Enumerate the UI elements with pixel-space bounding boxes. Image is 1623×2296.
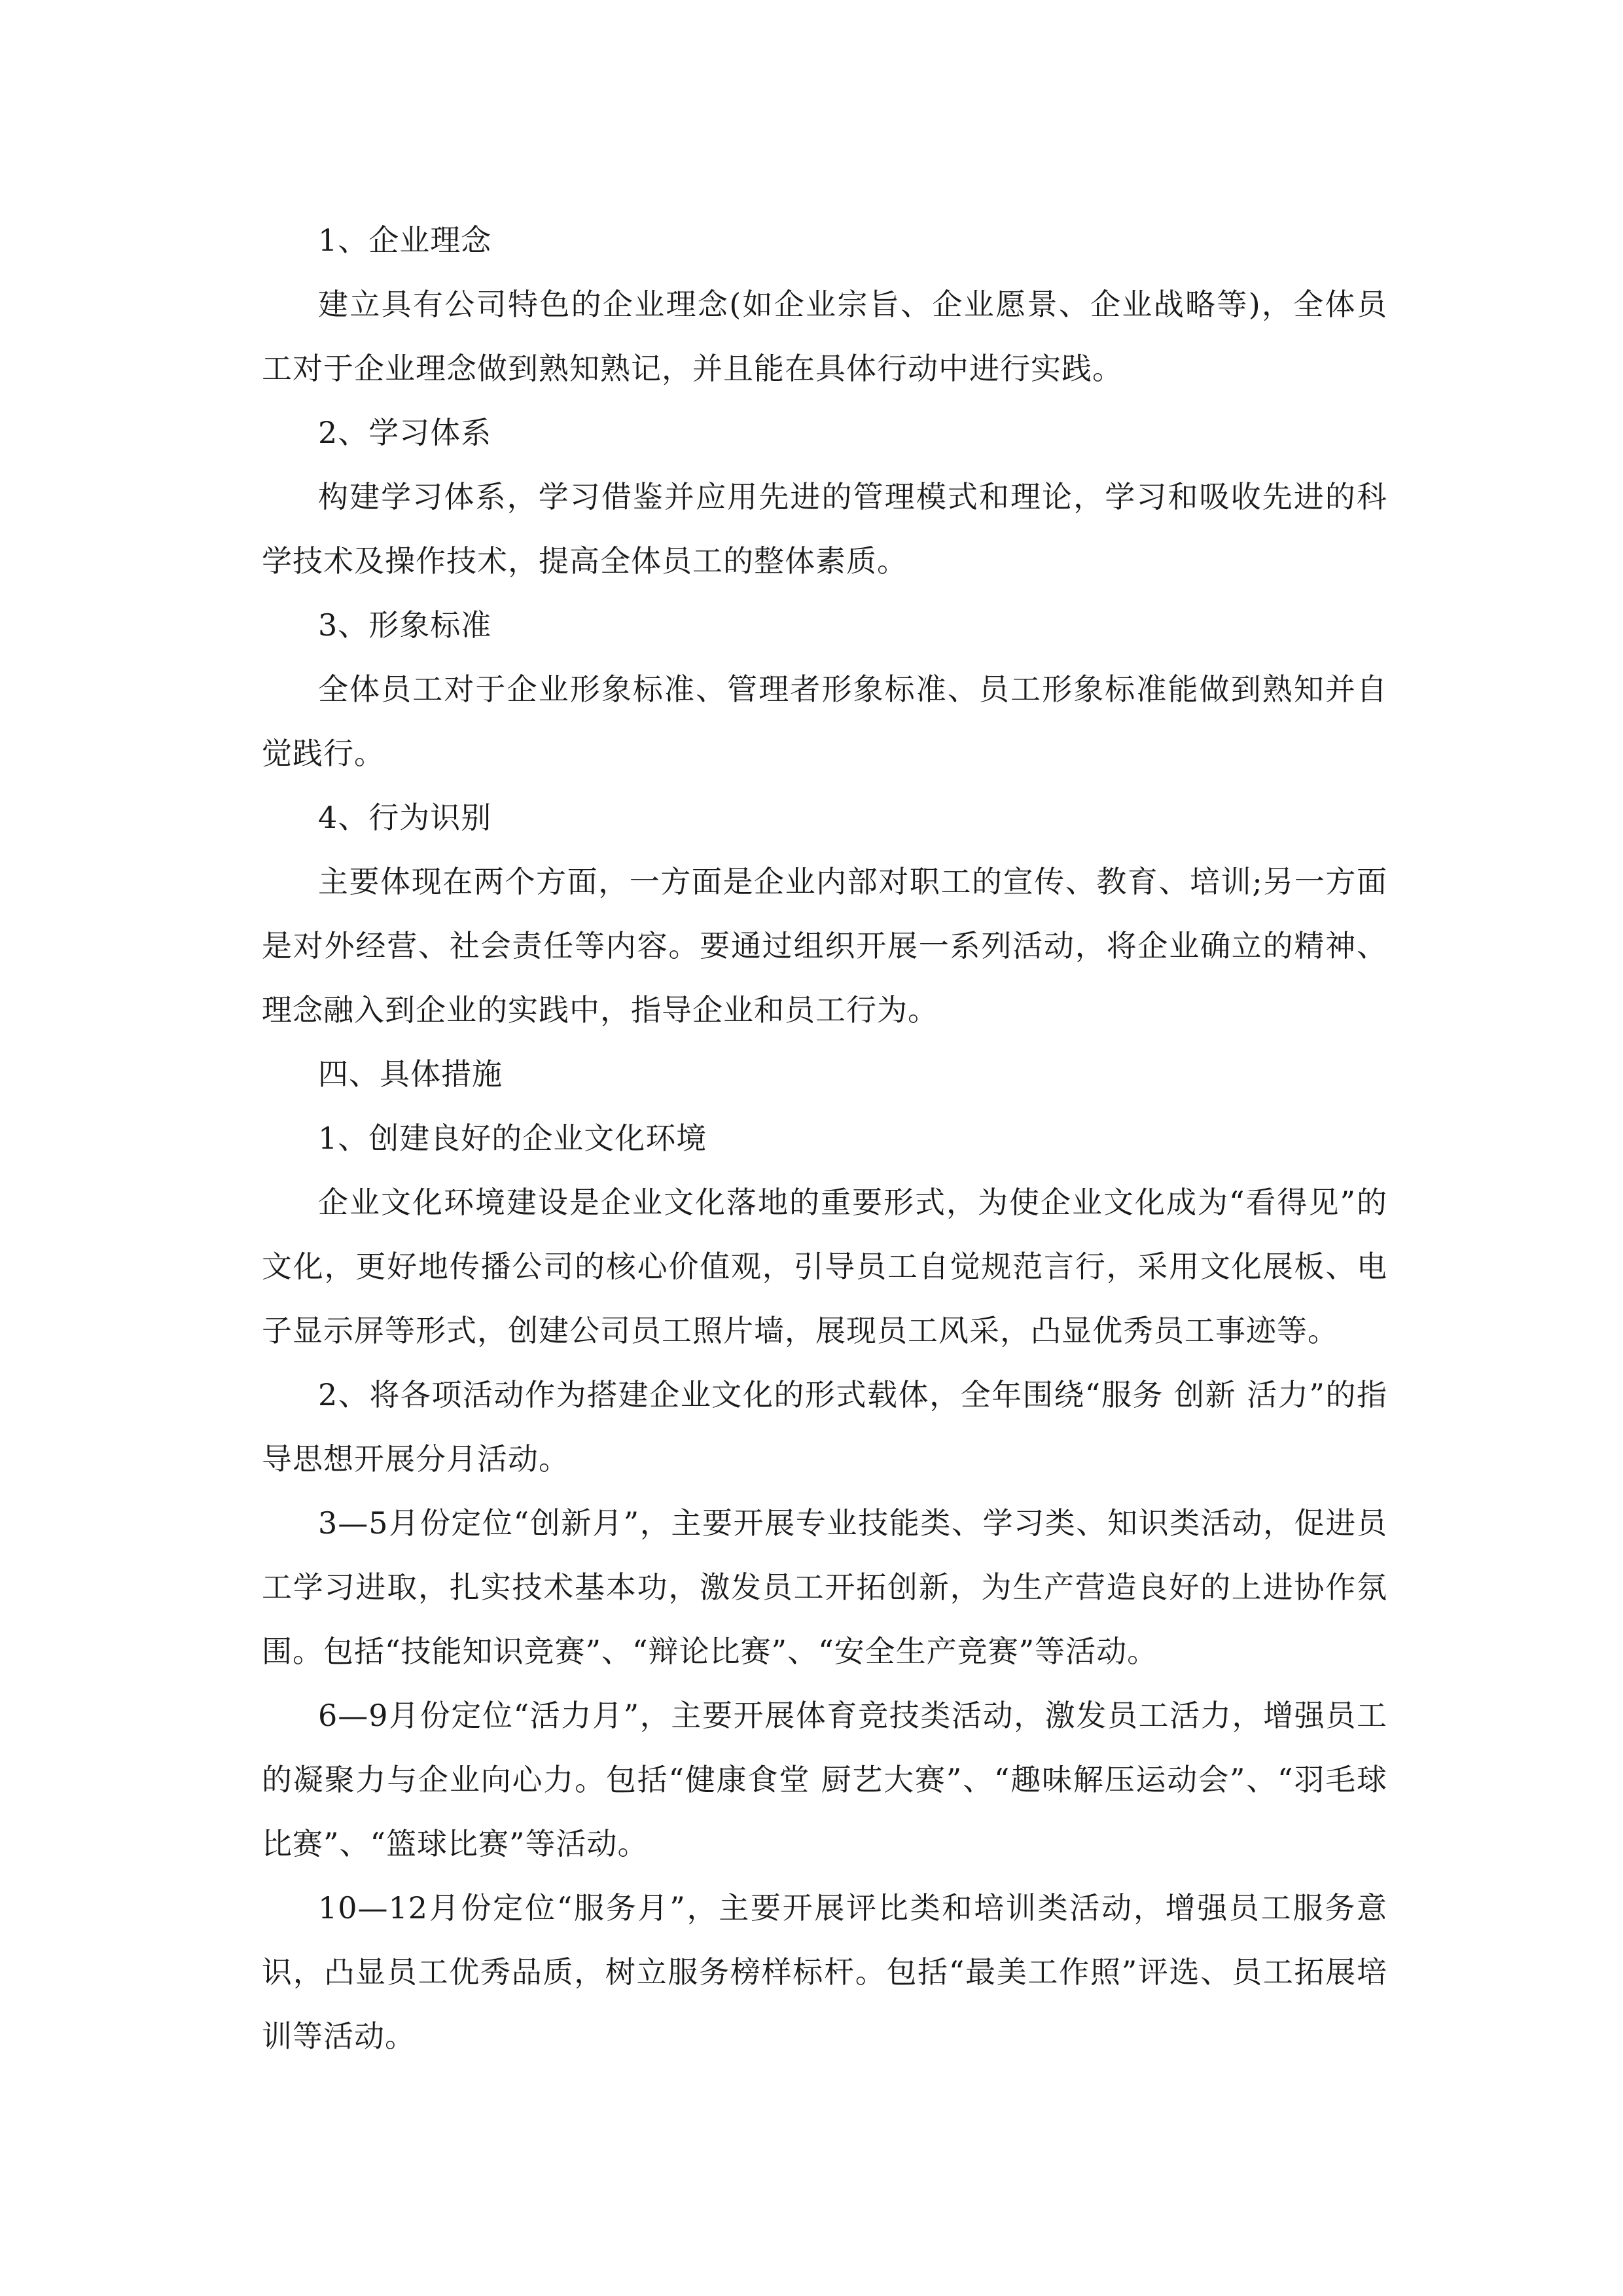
paragraph-activities-carrier: 2、将各项活动作为搭建企业文化的形式载体，全年围绕“服务 创新 活力”的指导思想开展分月活动。 [262,1377,1387,1477]
paragraph-vitality-month: 6—9月份定位“活力月”，主要开展体育竞技类活动，激发员工活力，增强员工的凝聚力与企业向心力。包括“健康食堂 厨艺大赛”、“趣味解压运动会”、“羽毛球比赛”、“篮球比赛”等活动。 [262,1698,1387,1861]
paragraph-behavior-identity: 主要体现在两个方面，一方面是企业内部对职工的宣传、教育、培训;另一方面是对外经营、社会责任等内容。要通过组织开展一系列活动，将企业确立的精神、理念融入到企业的实践中，指导企业和员工行为。 [262,864,1387,1028]
heading-culture-environment: 1、创建良好的企业文化环境 [318,1121,707,1156]
paragraph-culture-environment: 企业文化环境建设是企业文化落地的重要形式，为使企业文化成为“看得见”的文化，更好地传播公司的核心价值观，引导员工自觉规范言行，采用文化展板、电子显示屏等形式，创建公司员工照片墙，展现员工风采，凸显优秀员工事迹等。 [262,1185,1387,1348]
heading-learning-system: 2、学习体系 [318,415,492,450]
heading-behavior-identity: 4、行为识别 [318,800,492,835]
paragraph-innovation-month: 3—5月份定位“创新月”，主要开展专业技能类、学习类、知识类活动，促进员工学习进取，扎实技术基本功，激发员工开拓创新，为生产营造良好的上进协作氛围。包括“技能知识竞赛”、“辩论比赛”、“安全生产竞赛”等活动。 [262,1505,1387,1669]
document-body [262,208,1387,2068]
paragraph-image-standard: 全体员工对于企业形象标准、管理者形象标准、员工形象标准能做到熟知并自觉践行。 [262,672,1387,771]
paragraph-service-month: 10—12月份定位“服务月”，主要开展评比类和培训类活动，增强员工服务意识，凸显员工优秀品质，树立服务榜样标杆。包括“最美工作照”评选、员工拓展培训等活动。 [262,1890,1387,2054]
paragraph-enterprise-philosophy: 建立具有公司特色的企业理念(如企业宗旨、企业愿景、企业战略等)，全体员工对于企业理念做到熟知熟记，并且能在具体行动中进行实践。 [262,287,1387,386]
paragraph-learning-system: 构建学习体系，学习借鉴并应用先进的管理模式和理论，学习和吸收先进的科学技术及操作技术，提高全体员工的整体素质。 [262,479,1387,579]
heading-specific-measures: 四、具体措施 [318,1056,503,1092]
heading-enterprise-philosophy: 1、企业理念 [318,223,492,258]
heading-image-standard: 3、形象标准 [318,607,492,643]
